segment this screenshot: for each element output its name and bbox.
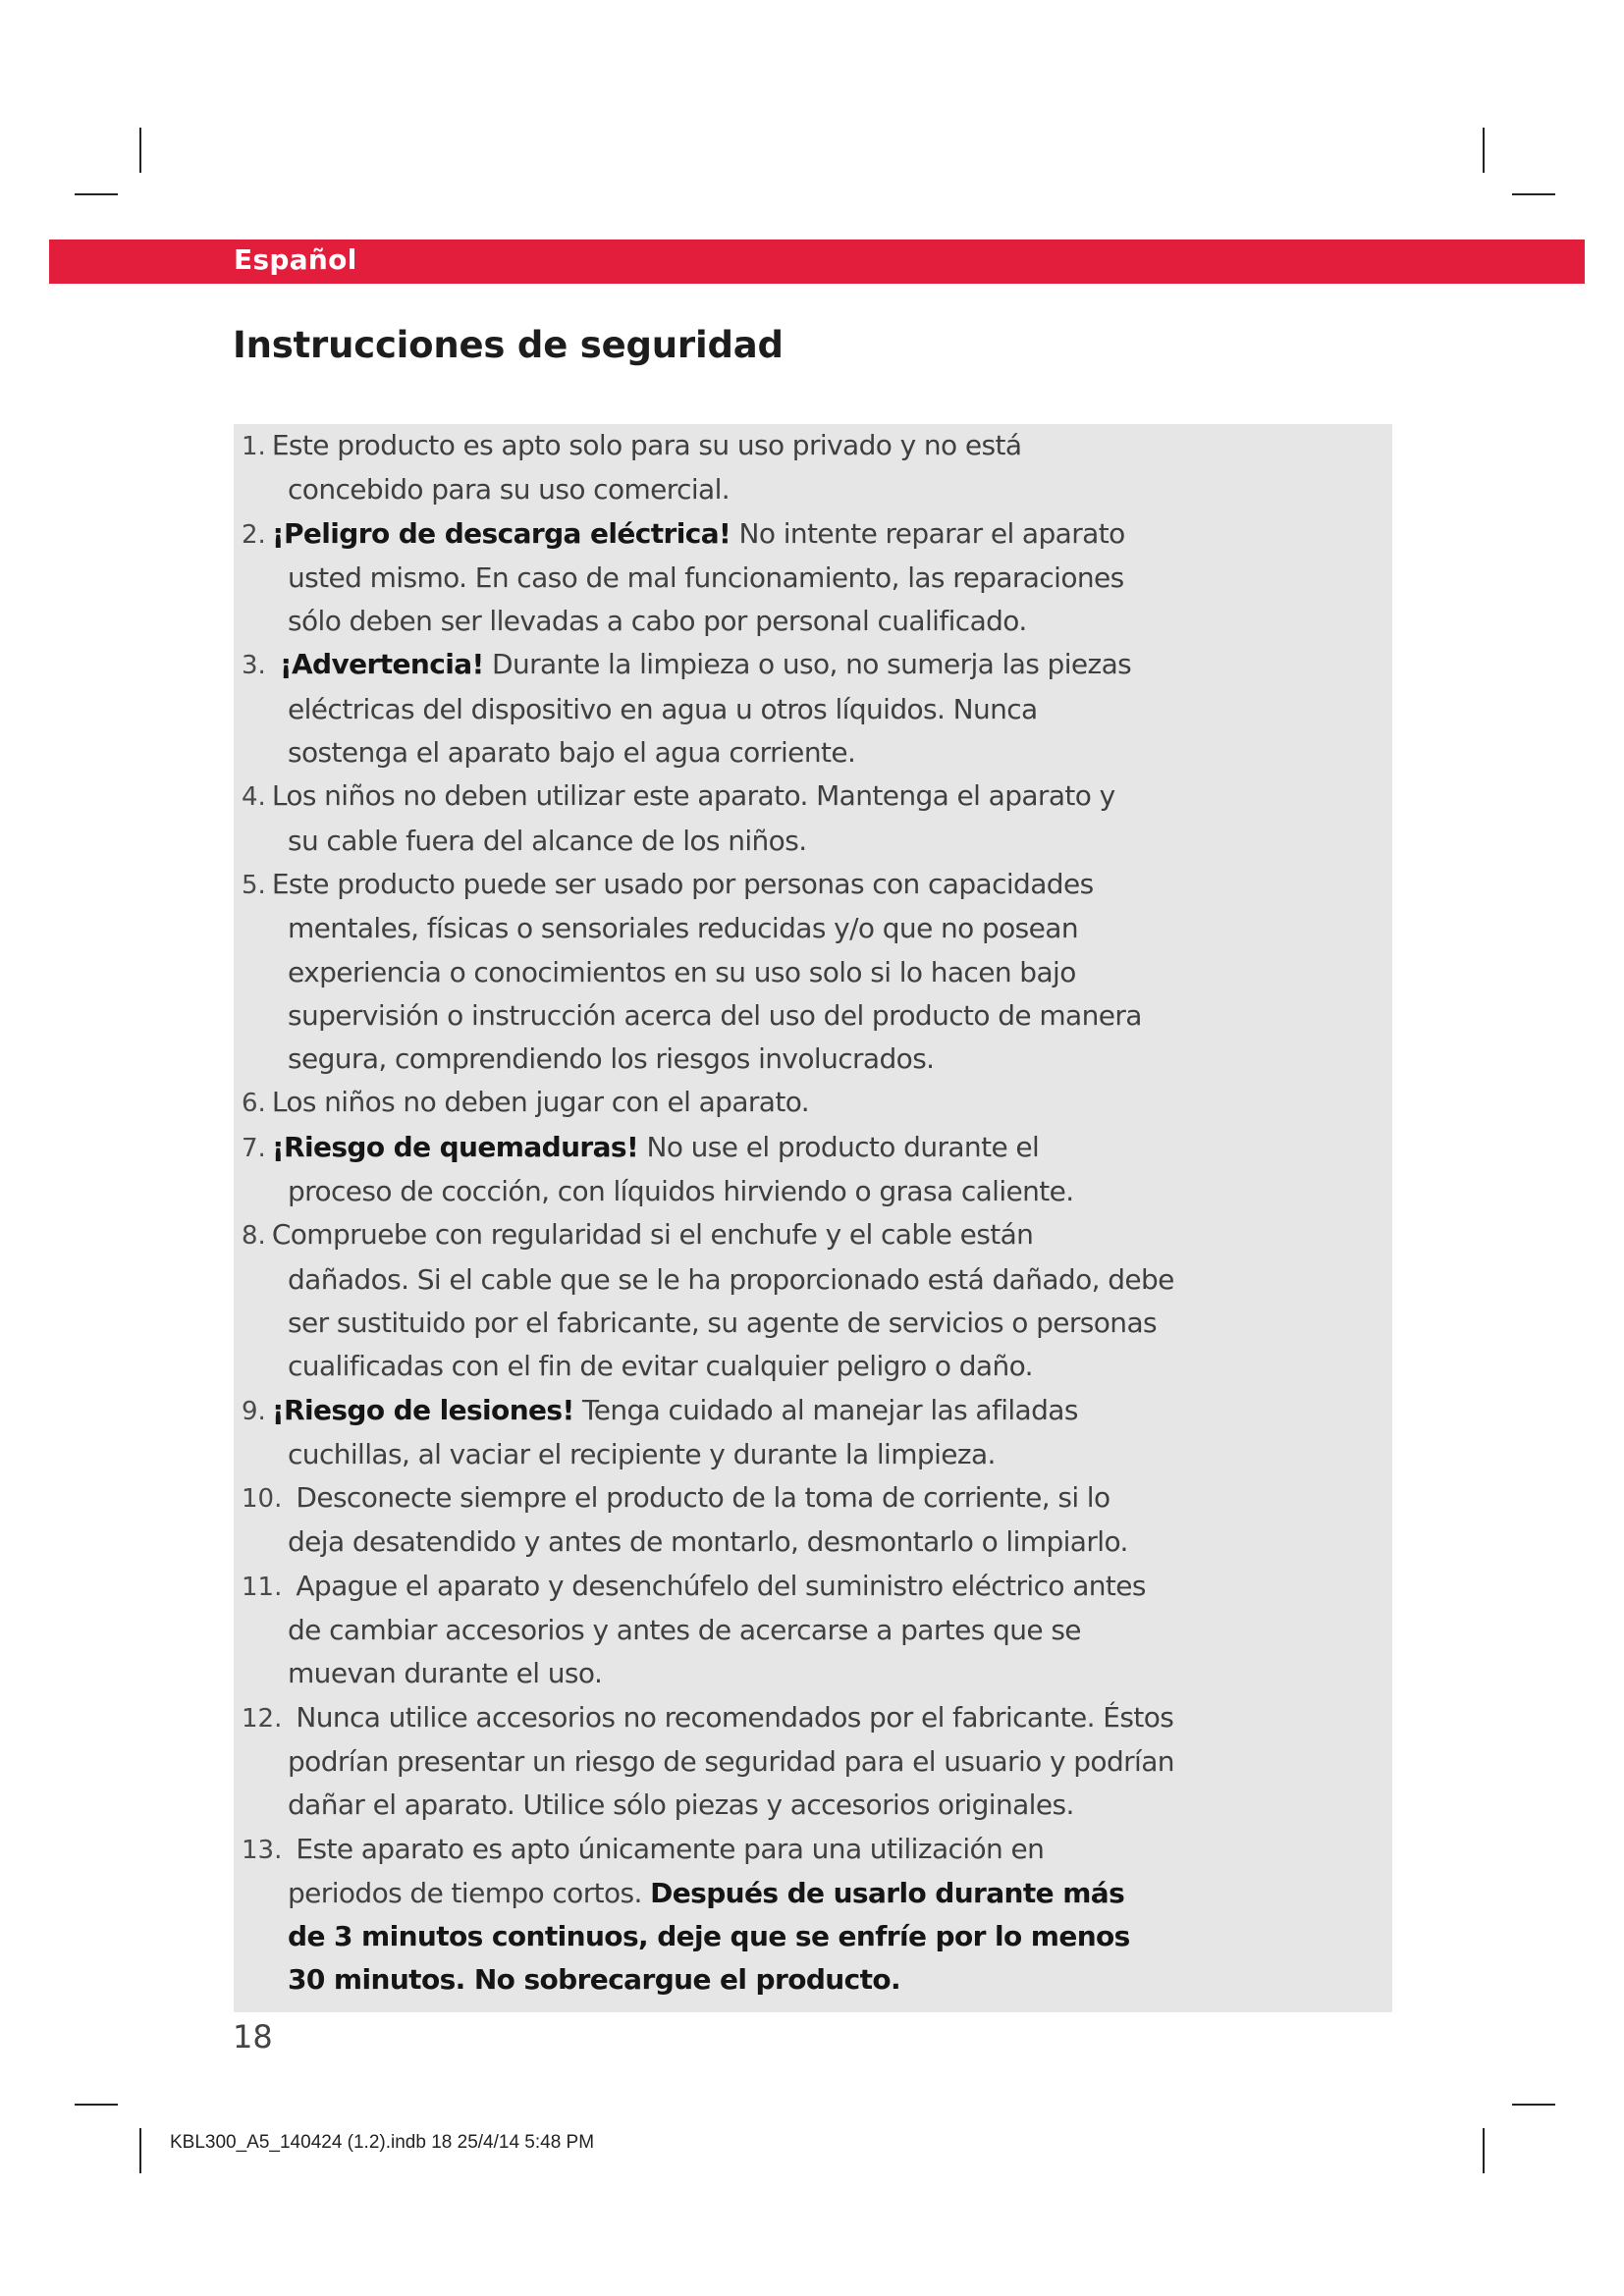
safety-instructions-list (234, 424, 1392, 2002)
safety-item-text: Los niños no deben utilizar este aparato. Mantenga el aparato y (271, 779, 1115, 813)
print-footer-slug: KBL300_A5_140424 (1.2).indb 18 25/4/14 5:48 PM (170, 2132, 595, 2153)
safety-item-line (234, 1433, 1392, 1476)
safety-item-line (234, 1170, 1392, 1213)
safety-item-text: Durante la limpieza o uso, no sumerja las piezas (483, 648, 1132, 681)
safety-item-number: 2. (242, 519, 266, 550)
safety-item-line (234, 994, 1392, 1038)
crop-mark-bottom-left-horizontal (75, 2104, 118, 2106)
safety-item-text: eléctricas del dispositivo en agua u otros líquidos. Nunca (288, 692, 1038, 725)
safety-item-line (234, 820, 1392, 863)
language-header-bar (49, 240, 1585, 284)
safety-item (234, 1565, 1392, 1696)
safety-item-text: cuchillas, al vaciar el recipiente y durante la limpieza. (288, 1437, 996, 1470)
safety-item-warning: 30 minutos. No sobrecargue el producto. (288, 1963, 901, 1997)
safety-item-text: mentales, físicas o sensoriales reducidas y/o que no posean (288, 912, 1078, 945)
safety-item-warning: de 3 minutos continuos, deje que se enfríe por lo menos (288, 1920, 1130, 1953)
safety-item-line (234, 557, 1392, 600)
safety-item (234, 424, 1392, 512)
safety-item-text: periodos de tiempo cortos. (288, 1876, 651, 1909)
safety-item-text: usted mismo. En caso de mal funcionamiento, las reparaciones (288, 561, 1124, 594)
crop-mark-bottom-left-vertical (139, 2128, 141, 2173)
safety-item-text: Nunca utilice accesorios no recomendados por el fabricante. Éstos (296, 1700, 1174, 1734)
safety-item-text: cualificadas con el fin de evitar cualquier peligro o daño. (288, 1350, 1033, 1383)
safety-item-number: 12. (242, 1703, 283, 1734)
safety-item-number: 1. (242, 432, 266, 461)
crop-mark-top-right-horizontal (1512, 193, 1555, 195)
safety-item-text: Este aparato es apto únicamente para una utilización en (296, 1832, 1045, 1865)
crop-mark-bottom-right-horizontal (1512, 2104, 1555, 2106)
safety-item (234, 643, 1392, 774)
safety-item-line (234, 512, 1392, 557)
safety-item-line (234, 1696, 1392, 1740)
safety-item (234, 1389, 1392, 1477)
safety-item (234, 863, 1392, 1081)
safety-item-number: 11. (242, 1572, 283, 1602)
safety-instructions-box (234, 424, 1392, 2012)
safety-item-line (234, 1784, 1392, 1827)
safety-item-text: de cambiar accesorios y antes de acercarse a partes que se (288, 1614, 1081, 1647)
safety-item-warning: ¡Riesgo de quemaduras! (271, 1130, 639, 1163)
crop-mark-top-left-vertical (139, 128, 141, 173)
safety-item-text: Este producto puede ser usado por personas con capacidades (271, 867, 1094, 900)
safety-item-line (234, 1389, 1392, 1433)
safety-item-text: podrían presentar un riesgo de seguridad para el usuario y podrían (288, 1744, 1174, 1778)
safety-item-number: 13. (242, 1835, 283, 1865)
safety-item-text: No intente reparar el aparato (731, 516, 1125, 550)
safety-item-warning: Después de usarlo durante más (650, 1876, 1125, 1909)
safety-item-text: experiencia o conocimientos en su uso solo si lo hacen bajo (288, 955, 1076, 988)
safety-item-text: proceso de cocción, con líquidos hirviendo o grasa caliente. (288, 1175, 1074, 1208)
safety-item-line (234, 1740, 1392, 1784)
safety-item-text: ser sustituido por el fabricante, su agente de servicios o personas (288, 1306, 1157, 1339)
safety-item (234, 1828, 1392, 2002)
safety-item-line (234, 1126, 1392, 1170)
page-number: 18 (233, 2018, 273, 2056)
safety-item-line (234, 1828, 1392, 1872)
safety-item (234, 1213, 1392, 1388)
safety-item-line (234, 1081, 1392, 1125)
safety-item-line (234, 1872, 1392, 1915)
safety-item-text: muevan durante el uso. (288, 1657, 603, 1690)
safety-item-number: 7. (242, 1133, 266, 1163)
safety-item (234, 512, 1392, 644)
safety-item-line (234, 774, 1392, 819)
safety-item-text: No use el producto durante el (638, 1130, 1040, 1163)
safety-item-number: 9. (242, 1396, 266, 1426)
safety-item-text: segura, comprendiendo los riesgos involucrados. (288, 1042, 935, 1076)
safety-item-text: deja desatendido y antes de montarlo, desmontarlo o limpiarlo. (288, 1525, 1128, 1559)
safety-item (234, 1126, 1392, 1214)
safety-item-text: sólo deben ser llevadas a cabo por personal cualificado. (288, 605, 1027, 638)
safety-item-text: Este producto es apto solo para su uso privado y no está (271, 429, 1022, 461)
safety-item-line (234, 1038, 1392, 1081)
safety-item-line (234, 1609, 1392, 1652)
safety-item-line (234, 1565, 1392, 1609)
safety-item-line (234, 907, 1392, 950)
safety-item-text: Apague el aparato y desenchúfelo del suministro eléctrico antes (296, 1569, 1146, 1602)
safety-item-text: dañados. Si el cable que se le ha proporcionado está dañado, debe (288, 1262, 1174, 1296)
safety-item-number: 8. (242, 1221, 266, 1252)
safety-item-line (234, 1652, 1392, 1695)
safety-item-line (234, 1915, 1392, 1958)
safety-item-line (234, 643, 1392, 687)
safety-item-line (234, 600, 1392, 643)
safety-item-number: 5. (242, 870, 266, 900)
safety-item (234, 1081, 1392, 1125)
safety-item-warning: ¡Riesgo de lesiones! (271, 1393, 574, 1426)
safety-item-text: Desconecte siempre el producto de la toma de corriente, si lo (296, 1481, 1110, 1515)
crop-mark-bottom-right-vertical (1483, 2128, 1485, 2173)
safety-item-text: sostenga el aparato bajo el agua corriente. (288, 736, 856, 770)
safety-item-text: dañar el aparato. Utilice sólo piezas y accesorios originales. (288, 1789, 1074, 1822)
safety-item-warning: ¡Advertencia! (279, 648, 484, 681)
safety-item-number: 10. (242, 1484, 283, 1515)
safety-item-text: supervisión o instrucción acerca del uso del producto de manera (288, 998, 1142, 1032)
safety-item-line (234, 1345, 1392, 1388)
safety-item-text: Compruebe con regularidad si el enchufe y el cable están (271, 1218, 1034, 1252)
safety-item-line (234, 424, 1392, 468)
safety-item-line (234, 1213, 1392, 1257)
section-title: Instrucciones de seguridad (233, 324, 784, 366)
safety-item-number: 6. (242, 1089, 266, 1119)
safety-item-text: Tenga cuidado al manejar las afiladas (573, 1393, 1078, 1426)
safety-item-text: Los niños no deben jugar con el aparato. (271, 1086, 810, 1119)
safety-item-line (234, 1258, 1392, 1302)
safety-item-line (234, 1521, 1392, 1564)
safety-item-text: concebido para su uso comercial. (288, 473, 731, 507)
safety-item-line (234, 863, 1392, 907)
safety-item-line (234, 1958, 1392, 2002)
safety-item (234, 774, 1392, 863)
safety-item-warning: ¡Peligro de descarga eléctrica! (271, 516, 731, 550)
safety-item-line (234, 731, 1392, 774)
safety-item-line (234, 951, 1392, 994)
safety-item-text: su cable fuera del alcance de los niños. (288, 824, 807, 857)
crop-mark-top-right-vertical (1483, 128, 1485, 173)
safety-item (234, 1696, 1392, 1828)
safety-item-line (234, 688, 1392, 731)
language-label: Español (234, 243, 357, 276)
safety-item-line (234, 1302, 1392, 1345)
safety-item (234, 1476, 1392, 1565)
safety-item-line (234, 1476, 1392, 1521)
safety-item-number: 4. (242, 782, 266, 813)
safety-item-line (234, 468, 1392, 511)
safety-item-number: 3. (242, 651, 266, 681)
crop-mark-top-left-horizontal (75, 193, 118, 195)
